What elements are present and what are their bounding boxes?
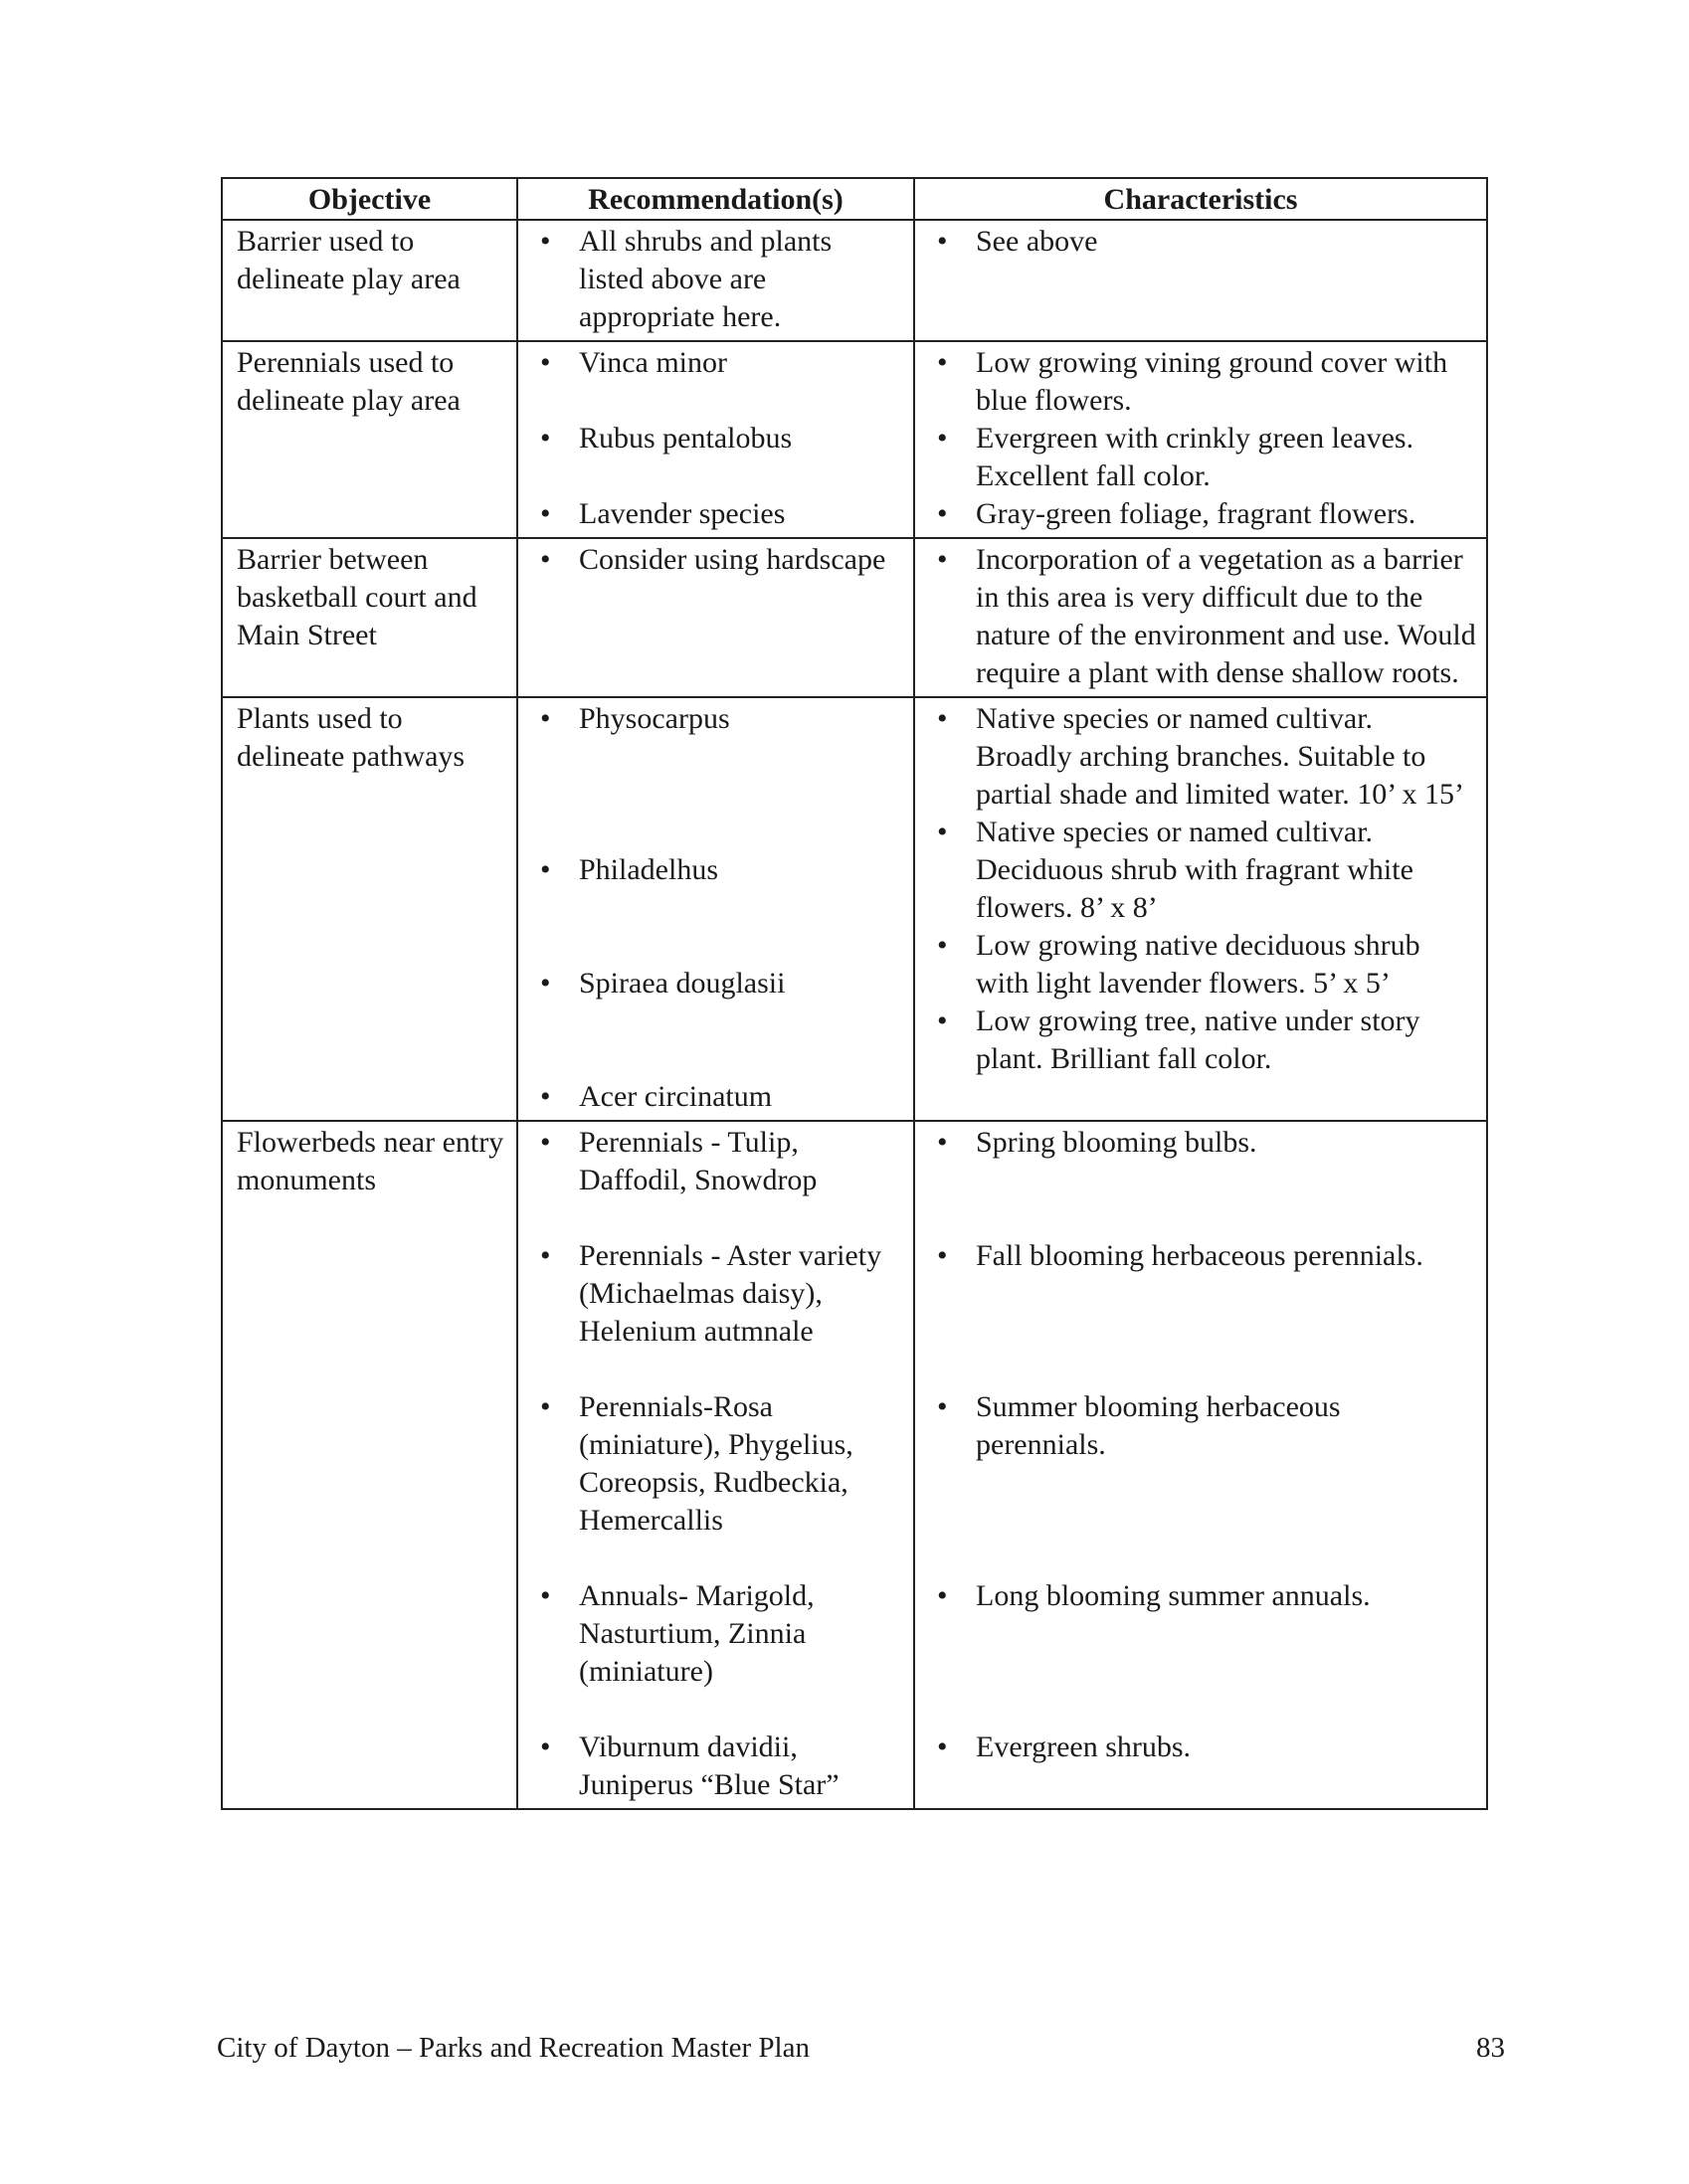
list-item: • Native species or named cultivar. Broadly arching branches. Suitable to partial shade and limited water. 10’ x 15’ <box>929 700 1476 814</box>
characteristics-cell <box>914 220 1487 341</box>
characteristics-cell <box>914 341 1487 538</box>
objective-cell: Perennials used to delineate play area <box>222 341 517 538</box>
list-item: • Spring blooming bulbs. <box>929 1124 1476 1162</box>
list-item: • Vinca minor <box>532 344 903 382</box>
page-number: 83 <box>1476 2032 1505 2064</box>
recommendations-table <box>221 177 1488 1810</box>
list-item: • Spiraea douglasii <box>532 965 903 1002</box>
characteristics-cell <box>914 538 1487 697</box>
list-item: • Incorporation of a vegetation as a barrier in this area is very difficult due to the nature of the environment and use. Would require a plant with dense shallow roots. <box>929 541 1476 692</box>
list-item: • Lavender species <box>532 495 903 533</box>
header-recommendations: Recommendation(s) <box>517 178 914 220</box>
table-row <box>222 1121 1487 1809</box>
list-item: • Rubus pentalobus <box>532 420 903 457</box>
list-item: • Long blooming summer annuals. <box>929 1577 1476 1615</box>
characteristics-cell <box>914 697 1487 1121</box>
recommendations-cell <box>517 220 914 341</box>
characteristics-cell <box>914 1121 1487 1809</box>
list-item: • Fall blooming herbaceous perennials. <box>929 1237 1476 1275</box>
table-row <box>222 341 1487 538</box>
table-row <box>222 697 1487 1121</box>
list-item: • Gray-green foliage, fragrant flowers. <box>929 495 1476 533</box>
recommendations-cell <box>517 538 914 697</box>
recommendations-cell <box>517 1121 914 1809</box>
objective-cell: Barrier used to delineate play area <box>222 220 517 341</box>
list-item: • Evergreen shrubs. <box>929 1729 1476 1766</box>
list-item: • Perennials - Tulip, Daffodil, Snowdrop <box>532 1124 903 1199</box>
list-item: • Low growing native deciduous shrub with light lavender flowers. 5’ x 5’ <box>929 927 1476 1002</box>
list-item: • See above <box>929 223 1476 261</box>
list-item: • Perennials-Rosa (miniature), Phygelius, Coreopsis, Rudbeckia, Hemercallis <box>532 1388 903 1540</box>
list-item: • Low growing vining ground cover with blue flowers. <box>929 344 1476 420</box>
footer-title: City of Dayton – Parks and Recreation Master Plan <box>217 2032 810 2064</box>
list-item: • Evergreen with crinkly green leaves. Excellent fall color. <box>929 420 1476 495</box>
list-item: • Annuals- Marigold, Nasturtium, Zinnia (miniature) <box>532 1577 903 1691</box>
list-item: • Viburnum davidii, Juniperus “Blue Star” <box>532 1729 903 1804</box>
header-objective: Objective <box>222 178 517 220</box>
table-row <box>222 220 1487 341</box>
table-row <box>222 538 1487 697</box>
list-item: • All shrubs and plants listed above are appropriate here. <box>532 223 903 336</box>
recommendations-cell <box>517 341 914 538</box>
list-item: • Consider using hardscape <box>532 541 903 579</box>
list-item: • Low growing tree, native under story plant. Brilliant fall color. <box>929 1002 1476 1078</box>
list-item: • Native species or named cultivar. Deciduous shrub with fragrant white flowers. 8’ x 8’ <box>929 814 1476 927</box>
list-item: • Physocarpus <box>532 700 903 738</box>
objective-cell: Plants used to delineate pathways <box>222 697 517 1121</box>
objective-cell: Flowerbeds near entry monuments <box>222 1121 517 1809</box>
recommendations-cell <box>517 697 914 1121</box>
list-item: • Summer blooming herbaceous perennials. <box>929 1388 1476 1464</box>
list-item: • Philadelhus <box>532 851 903 889</box>
objective-cell: Barrier between basketball court and Main Street <box>222 538 517 697</box>
table-header-row <box>222 178 1487 220</box>
list-item: • Acer circinatum <box>532 1078 903 1116</box>
list-item: • Perennials - Aster variety (Michaelmas daisy), Helenium autmnale <box>532 1237 903 1351</box>
header-characteristics: Characteristics <box>914 178 1487 220</box>
